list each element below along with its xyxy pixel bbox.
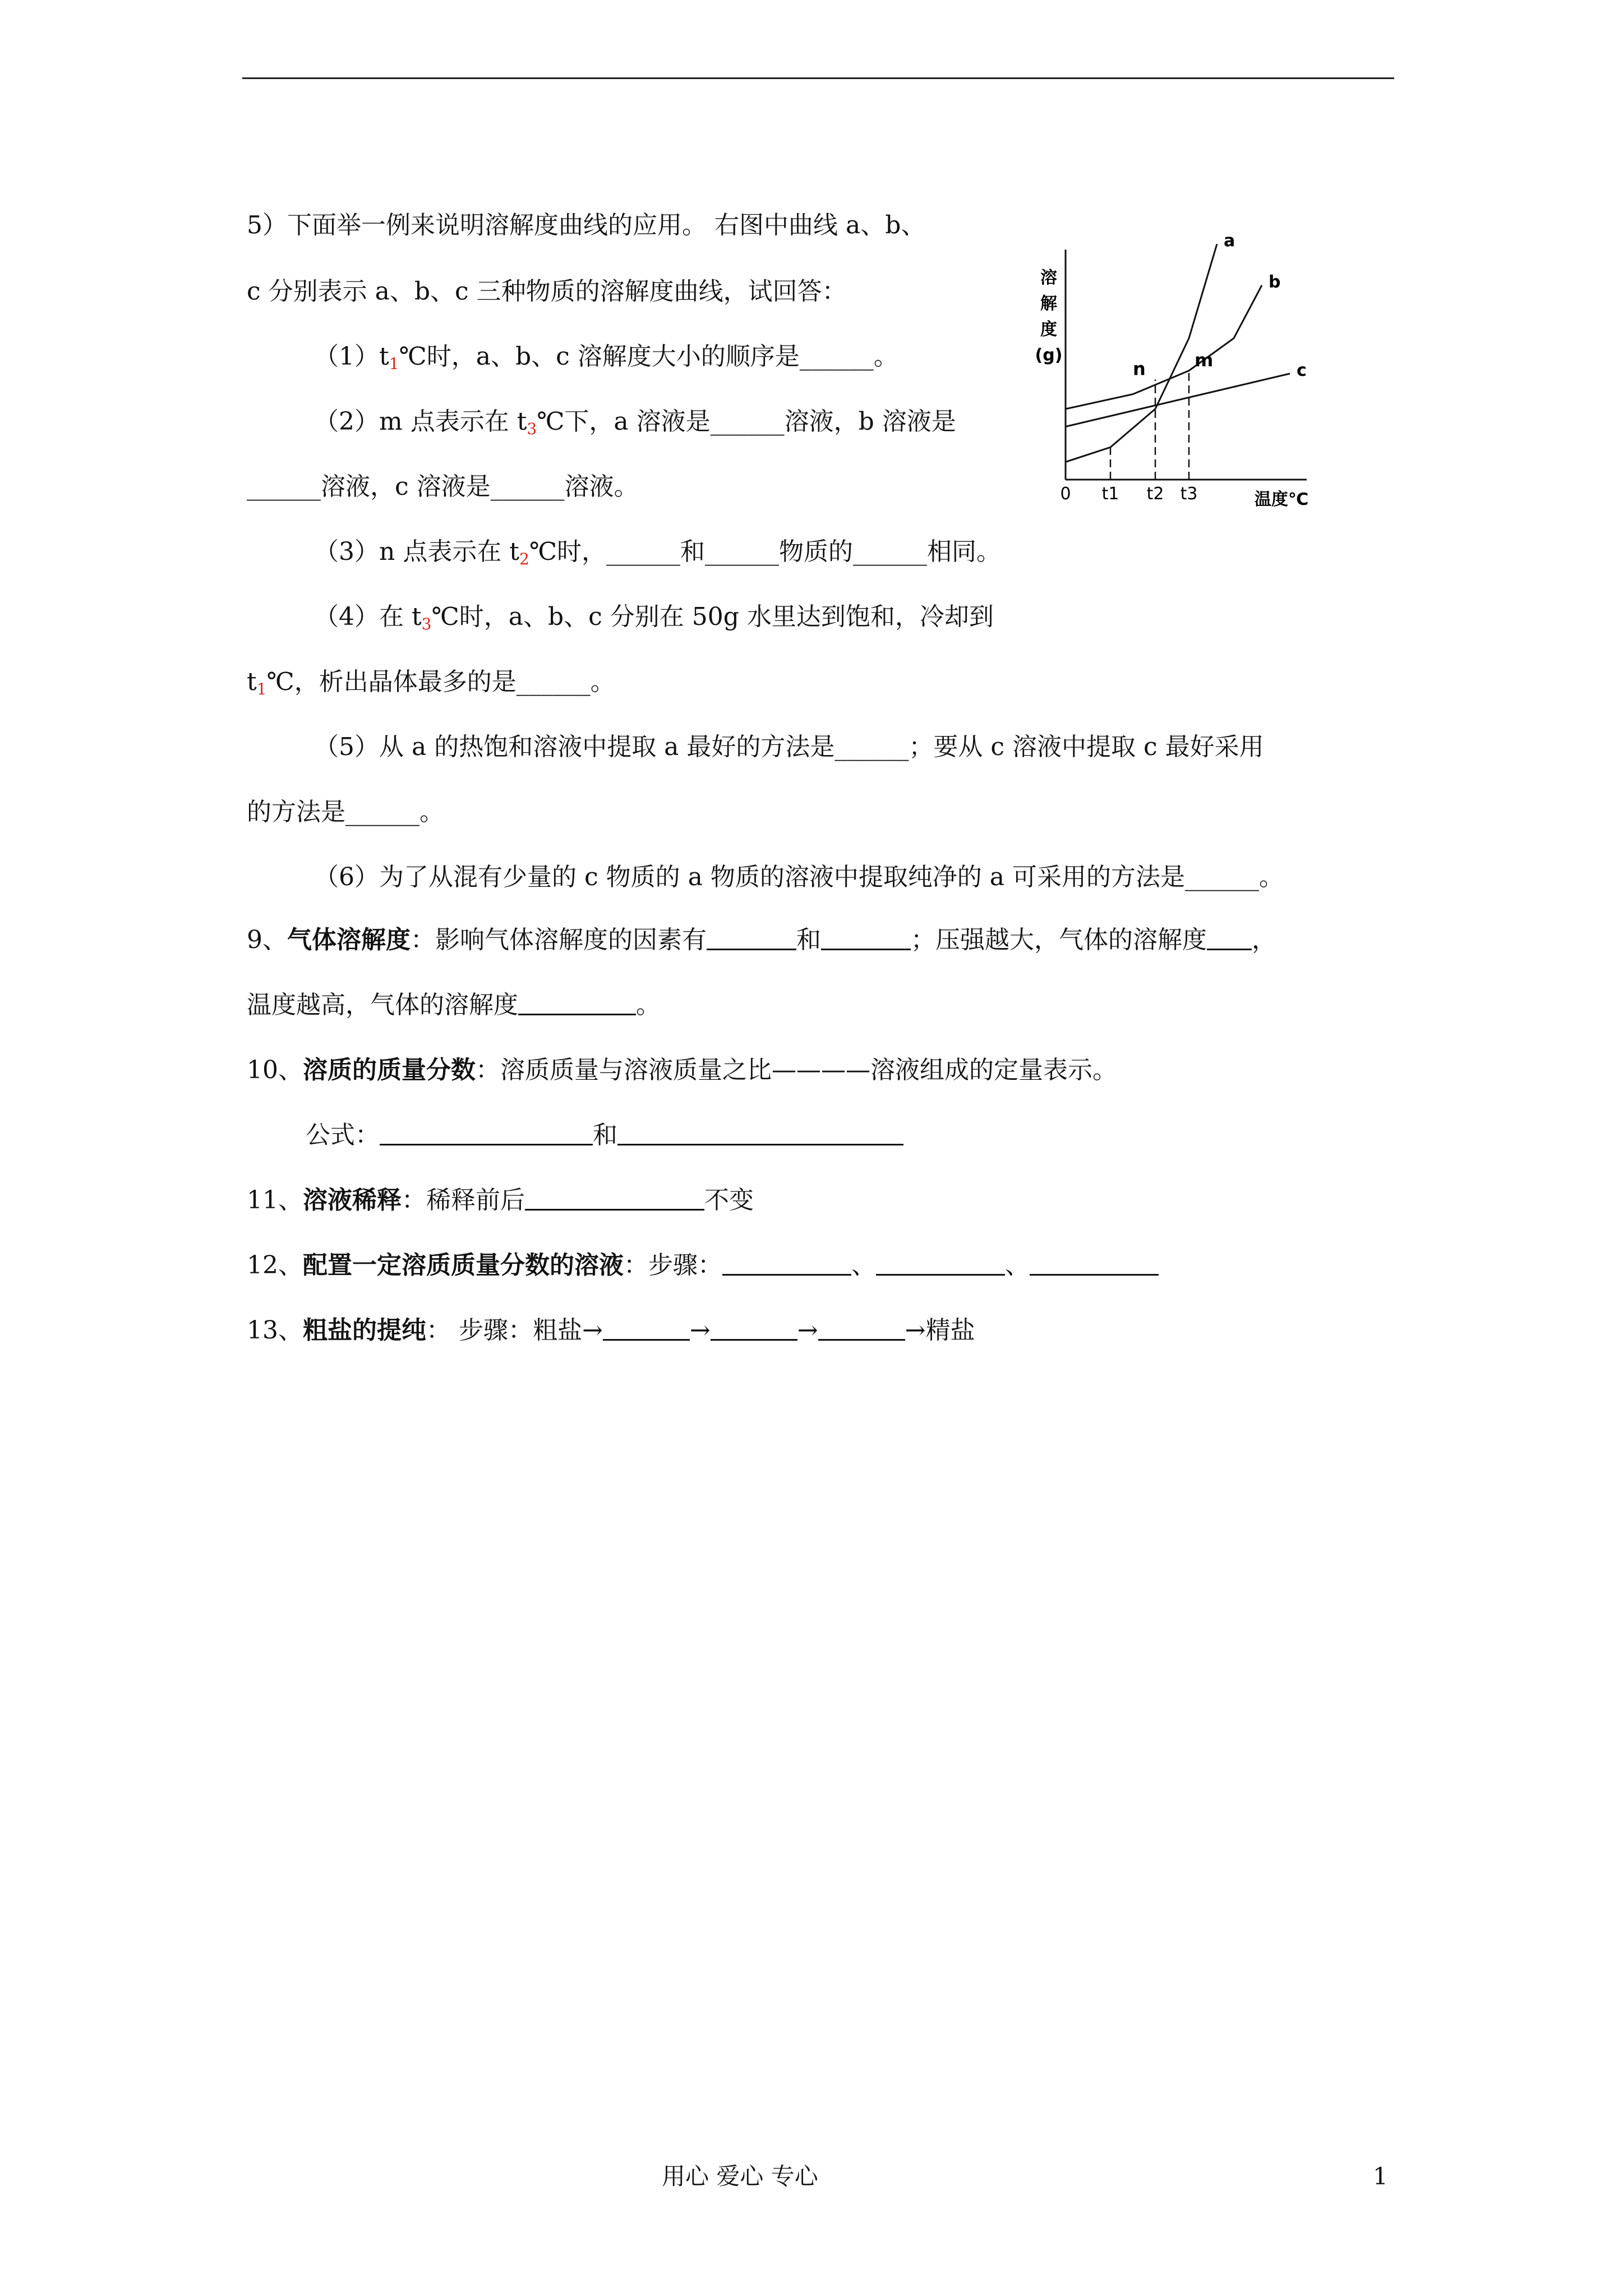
- q9-line2: 温度越高，气体的溶解度 。: [247, 991, 661, 1019]
- blank[interactable]: [518, 991, 636, 1015]
- y-axis-label-char: 解: [1040, 294, 1057, 314]
- point-label-n: n: [1133, 358, 1146, 380]
- y-axis-label-char: 溶: [1040, 268, 1057, 288]
- blank[interactable]: [821, 926, 911, 950]
- q5-part2-line2: ______溶液，c 溶液是______溶液。: [247, 472, 639, 501]
- q5-part5-line2: 的方法是______。: [247, 798, 444, 826]
- header-rule: [242, 77, 1394, 79]
- q10-line1: 10、溶质的质量分数：溶质质量与溶液质量之比————溶液组成的定量表示。: [247, 1056, 1117, 1084]
- blank[interactable]: [617, 1121, 903, 1145]
- x-tick-label: t1: [1101, 484, 1119, 504]
- q5-part6: （6）为了从混有少量的 c 物质的 a 物质的溶液中提取纯净的 a 可采用的方法是______。: [314, 863, 1284, 891]
- q12-line: 12、配置一定溶质质量分数的溶液：步骤： 、 、: [247, 1249, 1159, 1282]
- q11-line: 11、溶液稀释：稀释前后 不变: [247, 1186, 754, 1214]
- q9-line1: 9、气体溶解度：影响气体溶解度的因素有 和 ；压强越大，气体的溶解度 ，: [247, 926, 1276, 954]
- x-tick-label: t2: [1146, 484, 1164, 504]
- blank[interactable]: [707, 926, 796, 950]
- blank[interactable]: [876, 1251, 1005, 1276]
- series-label-a: a: [1224, 231, 1235, 251]
- y-axis-label-char: (g): [1035, 346, 1063, 365]
- q5-part2: （2）m 点表示在 $t_3℃$下，a 溶液是______溶液，b 溶液是: [314, 407, 956, 438]
- q13-line: 13、粗盐的提纯： 步骤：粗盐→ → → →精盐: [247, 1316, 975, 1345]
- blank[interactable]: [380, 1121, 593, 1145]
- q5-intro-line2: c 分别表示 a、b、c 三种物质的溶解度曲线，试回答：: [247, 277, 847, 306]
- q5-part4-line2: $t_1℃$，析出晶体最多的是______。: [247, 668, 615, 698]
- point-label-m: m: [1195, 349, 1214, 371]
- footer-motto: 用心 爱心 专心: [662, 2162, 818, 2190]
- origin-label: 0: [1060, 484, 1071, 504]
- x-axis-label: 温度℃: [1254, 490, 1309, 509]
- q10-formula: 公式： 和: [306, 1119, 903, 1152]
- q5-part3: （3）n 点表示在 $t_2℃$时，______和______物质的______相同。: [314, 537, 1002, 568]
- q5-intro-line1: 5）下面举一例来说明溶解度曲线的应用。 右图中曲线 a、b、: [247, 211, 926, 240]
- blank[interactable]: [1030, 1251, 1159, 1276]
- blank[interactable]: [818, 1317, 905, 1341]
- y-axis-label-char: 度: [1040, 320, 1057, 339]
- blank[interactable]: [1207, 926, 1252, 950]
- series-curve-c: [1066, 374, 1290, 427]
- blank[interactable]: [722, 1251, 851, 1276]
- page-number: 1: [1373, 2162, 1388, 2190]
- blank[interactable]: [603, 1317, 690, 1341]
- solubility-chart: [1026, 216, 1329, 519]
- q5-part4: （4）在 $t_3℃$时，a、b、c 分别在 50g 水里达到饱和，冷却到: [314, 602, 994, 633]
- series-label-c: c: [1297, 361, 1307, 380]
- q5-part5: （5）从 a 的热饱和溶液中提取 a 最好的方法是______；要从 c 溶液中提取 c 最好采用: [314, 733, 1264, 761]
- blank[interactable]: [525, 1186, 704, 1211]
- q5-part1: $(1)t_1℃$时，a、b、c 溶解度大小的顺序是______。: [314, 342, 898, 373]
- series-label-b: b: [1269, 272, 1281, 292]
- blank[interactable]: [711, 1317, 797, 1341]
- x-tick-label: t3: [1180, 484, 1198, 504]
